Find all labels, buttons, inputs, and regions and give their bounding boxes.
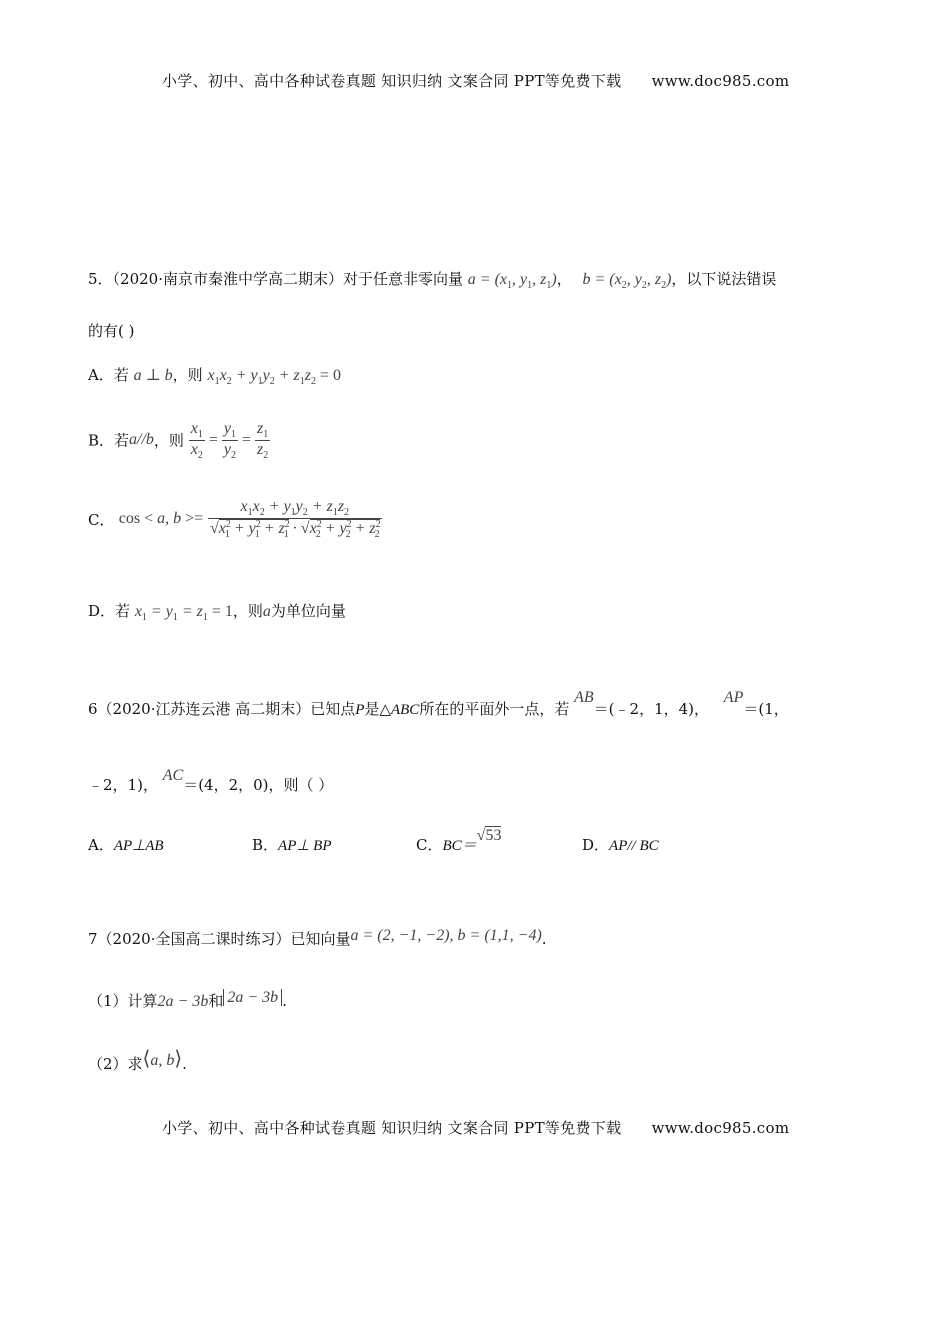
q5-option-d [88, 600, 346, 623]
q7-part1-abs: 2a − 3b [223, 989, 282, 1006]
q6-option-d [582, 834, 659, 855]
header-url: www.doc985.com [651, 72, 790, 90]
q6-option-d-label: D． [582, 836, 610, 854]
q6-line1 [88, 689, 789, 719]
q6-text-c: 所在的平面外一点，若 [419, 700, 570, 718]
q6-lead: 6（2020·江苏连云港 高二期末）已知点 [88, 700, 356, 718]
q5-tail: ，以下说法错误 [671, 270, 777, 288]
q6-vector-ab: AB [574, 689, 594, 706]
q6-option-b-math: AP⊥ BP [278, 838, 332, 854]
q6-line2 [88, 767, 334, 795]
q5-vector-a: $a = (x_1$, $y_1$, $z_1$) [467, 271, 557, 291]
q5-option-d-cond: $x_1 = y_1 = z_1 = 1$ [134, 603, 233, 623]
footer-text: 小学、初中、高中各种试卷真题 知识归纳 文案合同 PPT等免费下载 [162, 1119, 622, 1137]
q6-option-a [88, 834, 164, 855]
q6-option-c [416, 827, 502, 855]
q7-part1-expr: 2a − 3b [157, 993, 209, 1010]
q6-option-d-math: AP// BC [609, 838, 659, 854]
q5-option-d-mid: ，则 [232, 602, 263, 620]
footer-url: www.doc985.com [651, 1119, 790, 1137]
q7-part1-dot: . [282, 992, 287, 1010]
q7-lead: 7（2020·全国高二课时练习）已知向量 [88, 930, 351, 948]
q5-option-b-result: $\frac{x_1}{x_2}$ = $\frac{y_1}{y_2}$ = $\frac{z_1}{z_2}$ [190, 420, 269, 461]
q6-vector-ap: AP [723, 689, 744, 706]
q5-option-b-cond: a//b [129, 431, 154, 449]
q7-part2-expr: a, b [150, 1052, 175, 1069]
q5-option-d-label: D．若 [88, 602, 131, 620]
q6-option-a-label: A． [88, 836, 114, 854]
q6-option-b-label: B． [252, 836, 279, 854]
q5-line1 [88, 268, 776, 291]
q5-option-b [88, 420, 270, 461]
header-text: 小学、初中、高中各种试卷真题 知识归纳 文案合同 PPT等免费下载 [162, 72, 622, 90]
q7-vectors: a = (2, −1, −2), b = (1,1, −4) [350, 927, 542, 944]
page-header [162, 70, 789, 91]
q6-vector-ac: AC [162, 767, 184, 784]
q7-part2 [88, 1050, 187, 1075]
q7-dot: . [541, 930, 547, 948]
q6-option-c-label: C． [416, 836, 443, 854]
q6-triangle: ABC [390, 702, 420, 718]
q7-part2-angle-open: ⟨ [142, 1048, 151, 1070]
q5-option-c-cos: cos < a, b >= [118, 510, 204, 527]
q5-comma: ， [556, 270, 572, 288]
q6-option-b [252, 834, 332, 855]
q7-part1-label: （1）计算 [88, 992, 158, 1010]
q7-part2-dot: . [182, 1055, 187, 1073]
q7-part1-and: 和 [208, 992, 224, 1010]
q6-option-a-math: AP⊥AB [113, 838, 164, 854]
q7-line1 [88, 928, 547, 949]
q7-part1 [88, 990, 287, 1011]
q6-point-p: P [355, 702, 365, 718]
page-footer [162, 1117, 789, 1138]
q6-option-c-root-value: 53 [485, 827, 502, 844]
q7-part2-angle-close: ⟩ [174, 1048, 183, 1070]
q5-option-c-label: C． [88, 510, 115, 529]
q6-option-c-math: BC＝ [442, 838, 477, 854]
q6-option-c-root: √53 [476, 827, 502, 844]
q5-option-d-tail: 为单位向量 [270, 602, 346, 620]
q5-option-a-mid: ，则 [172, 366, 203, 384]
q5-option-d-var: a [262, 603, 271, 620]
q6-ac-value: ＝(4，2，0)，则（ ） [183, 776, 334, 794]
q5-option-b-label: B．若 [88, 431, 130, 450]
q7-part2-label: （2）求 [88, 1055, 143, 1073]
q5-lead: 5．（2020·南京市秦淮中学高二期末）对于任意非零向量 [88, 270, 463, 288]
q6-ab-value: ＝(﹣2，1，4)， [593, 700, 710, 718]
q6-text-b: 是△ [364, 700, 391, 718]
q5-vector-b: $b = (x_2$, $y_2$, $z_2$) [582, 271, 672, 291]
q5-option-a-result: $x_1x_2 + y_1y_2 + z_1z_2 = 0$ [207, 367, 341, 387]
q6-ap-value: ＝(1， [743, 700, 789, 718]
q5-line2: 的有( ) [88, 322, 135, 340]
q5-option-c-fraction: $\frac{x_1x_2 + y_1y_2 + z_1z_2}{√x^2_1 + y^2_1 + z^2_1 \cdot √x^2_2 + y^2_2 + z^2_2}$ [209, 498, 381, 540]
q5-option-a-label: A．若 [88, 366, 129, 384]
q6-ap-cont: ﹣2，1)， [88, 776, 158, 794]
q5-option-a-cond: a ⊥ b [133, 367, 173, 384]
q5-option-b-mid: ，则 [153, 431, 184, 450]
q5-option-c [88, 498, 382, 540]
q5-option-a [88, 364, 341, 387]
